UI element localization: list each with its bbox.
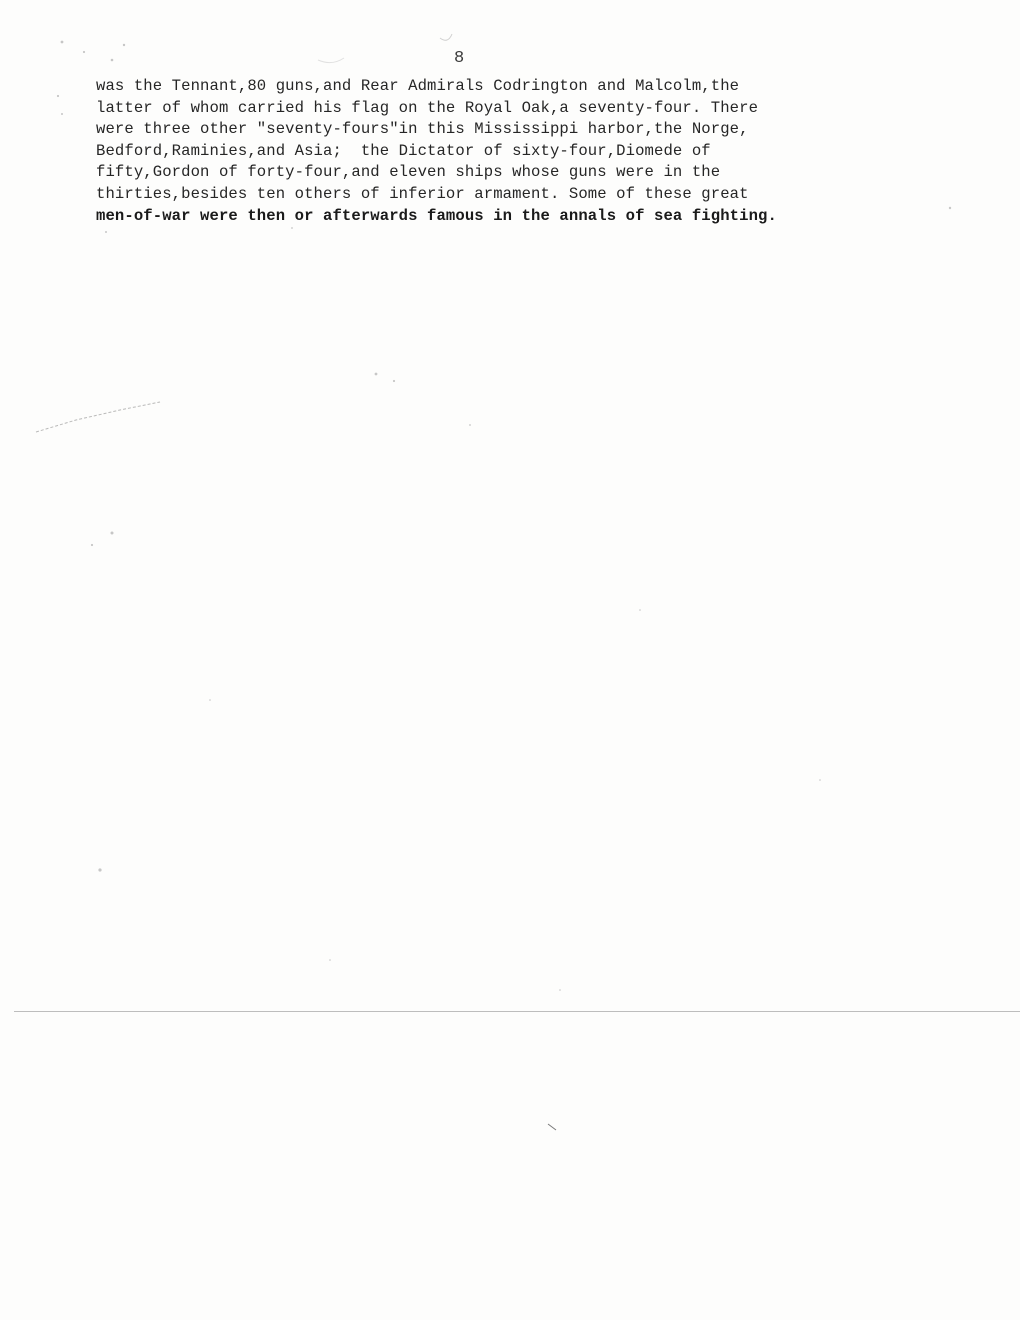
typewritten-paragraph [96, 76, 976, 227]
text-line: were three other "seventy-fours"in this Mississippi harbor,the Norge, [96, 120, 749, 139]
text-line: latter of whom carried his flag on the Royal Oak,a seventy-four. There [96, 98, 759, 117]
text-line: men-of-war were then or afterwards famous in the annals of sea fighting. [96, 206, 777, 225]
text-line: fifty,Gordon of forty-four,and eleven ships whose guns were in the [96, 163, 721, 182]
text-line: Bedford,Raminies,and Asia; the Dictator of sixty-four,Diomede of [96, 141, 711, 160]
scan-edge-rule [14, 1011, 1020, 1012]
text-line: was the Tennant,80 guns,and Rear Admirals Codrington and Malcolm,the [96, 77, 740, 95]
page-number: 8 [454, 49, 465, 68]
text-line: thirties,besides ten others of inferior armament. Some of these great [96, 184, 749, 203]
